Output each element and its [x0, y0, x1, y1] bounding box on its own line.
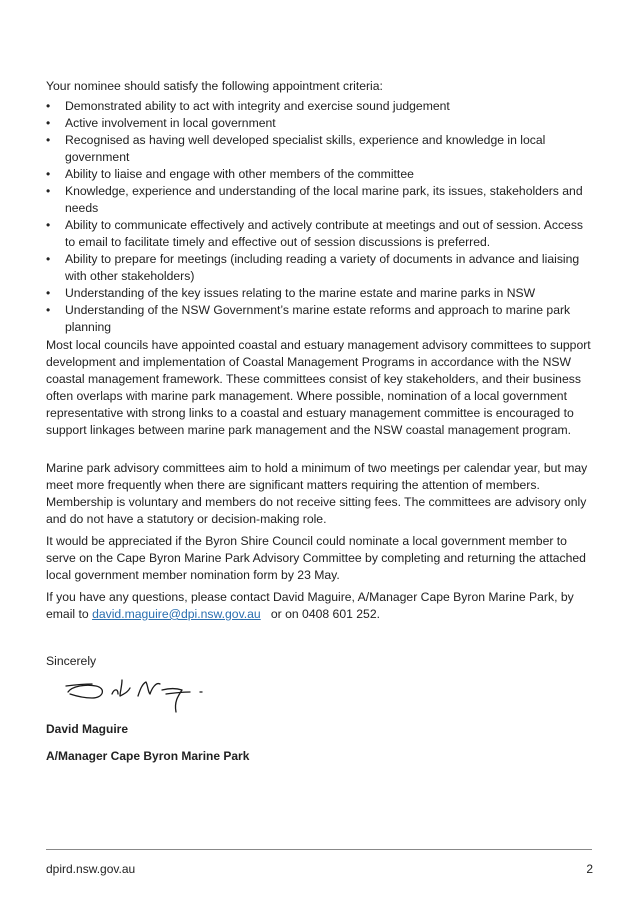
- list-item: [46, 251, 594, 285]
- criteria-text: Active involvement in local government: [65, 116, 276, 131]
- paragraph-meetings: Marine park advisory committees aim to hold a minimum of two meetings per calendar year, but may meet more frequently when there are significant matters requiring the attention of members. Membership is voluntary and members do not receive sitting fees. The committees are advisory only and do not have a statutory or decision-making role.: [46, 461, 588, 526]
- criteria-text: Demonstrated ability to act with integrity and exercise sound judgement: [65, 99, 450, 113]
- contact-phone-text: or on 0408 601 252.: [260, 606, 380, 621]
- signer-name: David Maguire: [46, 722, 129, 736]
- bullet-icon: •: [46, 252, 51, 267]
- email-link[interactable]: david.maguire@dpi.nsw.gov.au: [92, 606, 261, 621]
- footer-website: dpird.nsw.gov.au: [46, 862, 136, 876]
- list-item: [46, 285, 594, 302]
- bullet-icon: •: [46, 99, 51, 113]
- list-item: [46, 132, 594, 166]
- criteria-text: Understanding of the key issues relating to the marine estate and marine parks in NSW: [65, 286, 536, 301]
- paragraph-nomination-request: It would be appreciated if the Byron Shire Council could nominate a local government member to serve on the Cape Byron Marine Park Advisory Committee by completing and returning the attached local government member nomination form by 23 May.: [46, 534, 586, 582]
- paragraph-contact: [46, 589, 594, 623]
- criteria-text: Ability to communicate effectively and actively contribute at meetings and out of session. Access to email to facilitate timely and effective out of session discussions is preferred.: [65, 218, 584, 250]
- signer-title: A/Manager Cape Byron Marine Park: [46, 749, 250, 763]
- list-item: [46, 302, 594, 336]
- paragraph-coastal-committees: Most local councils have appointed coastal and estuary management advisory committees to support development and implementation of Coastal Management Programs in accordance with the NSW coastal management framework. These committees consist of key stakeholders, and their business often overlaps with marine park management. Where possible, nomination of a local government representative with strong links to a coastal and estuary management committee is encouraged to support linkages between marine park management and the NSW coastal management program.: [46, 338, 591, 437]
- criteria-text: Understanding of the NSW Government’s marine estate reforms and approach to marine park planning: [65, 303, 571, 335]
- closing-salutation: Sincerely: [46, 654, 97, 668]
- bullet-icon: •: [46, 286, 51, 301]
- bullet-icon: •: [46, 184, 51, 199]
- bullet-icon: •: [46, 116, 51, 131]
- footer-divider: [46, 849, 592, 850]
- list-item: [46, 183, 594, 217]
- list-item: [46, 217, 594, 251]
- list-item: [46, 98, 594, 115]
- list-item: [46, 115, 594, 132]
- page-number: 2: [586, 862, 593, 876]
- criteria-text: Ability to prepare for meetings (including reading a variety of documents in advance and liaising with other stakeholders): [65, 252, 580, 284]
- criteria-text: Ability to liaise and engage with other members of the committee: [65, 167, 414, 182]
- contact-text: If you have any questions, please contact David Maguire, A/Manager Cape Byron Marine Park, by email to: [46, 590, 574, 621]
- list-item: [46, 166, 594, 183]
- criteria-list: [46, 98, 594, 336]
- signature-image: [62, 672, 242, 718]
- bullet-icon: •: [46, 133, 51, 148]
- bullet-icon: •: [46, 167, 51, 182]
- bullet-icon: •: [46, 303, 51, 318]
- criteria-intro: Your nominee should satisfy the following appointment criteria:: [46, 79, 383, 93]
- criteria-text: Recognised as having well developed specialist skills, experience and knowledge in local government: [65, 133, 546, 165]
- criteria-text: Knowledge, experience and understanding of the local marine park, its issues, stakeholders and needs: [65, 184, 583, 216]
- bullet-icon: •: [46, 218, 51, 233]
